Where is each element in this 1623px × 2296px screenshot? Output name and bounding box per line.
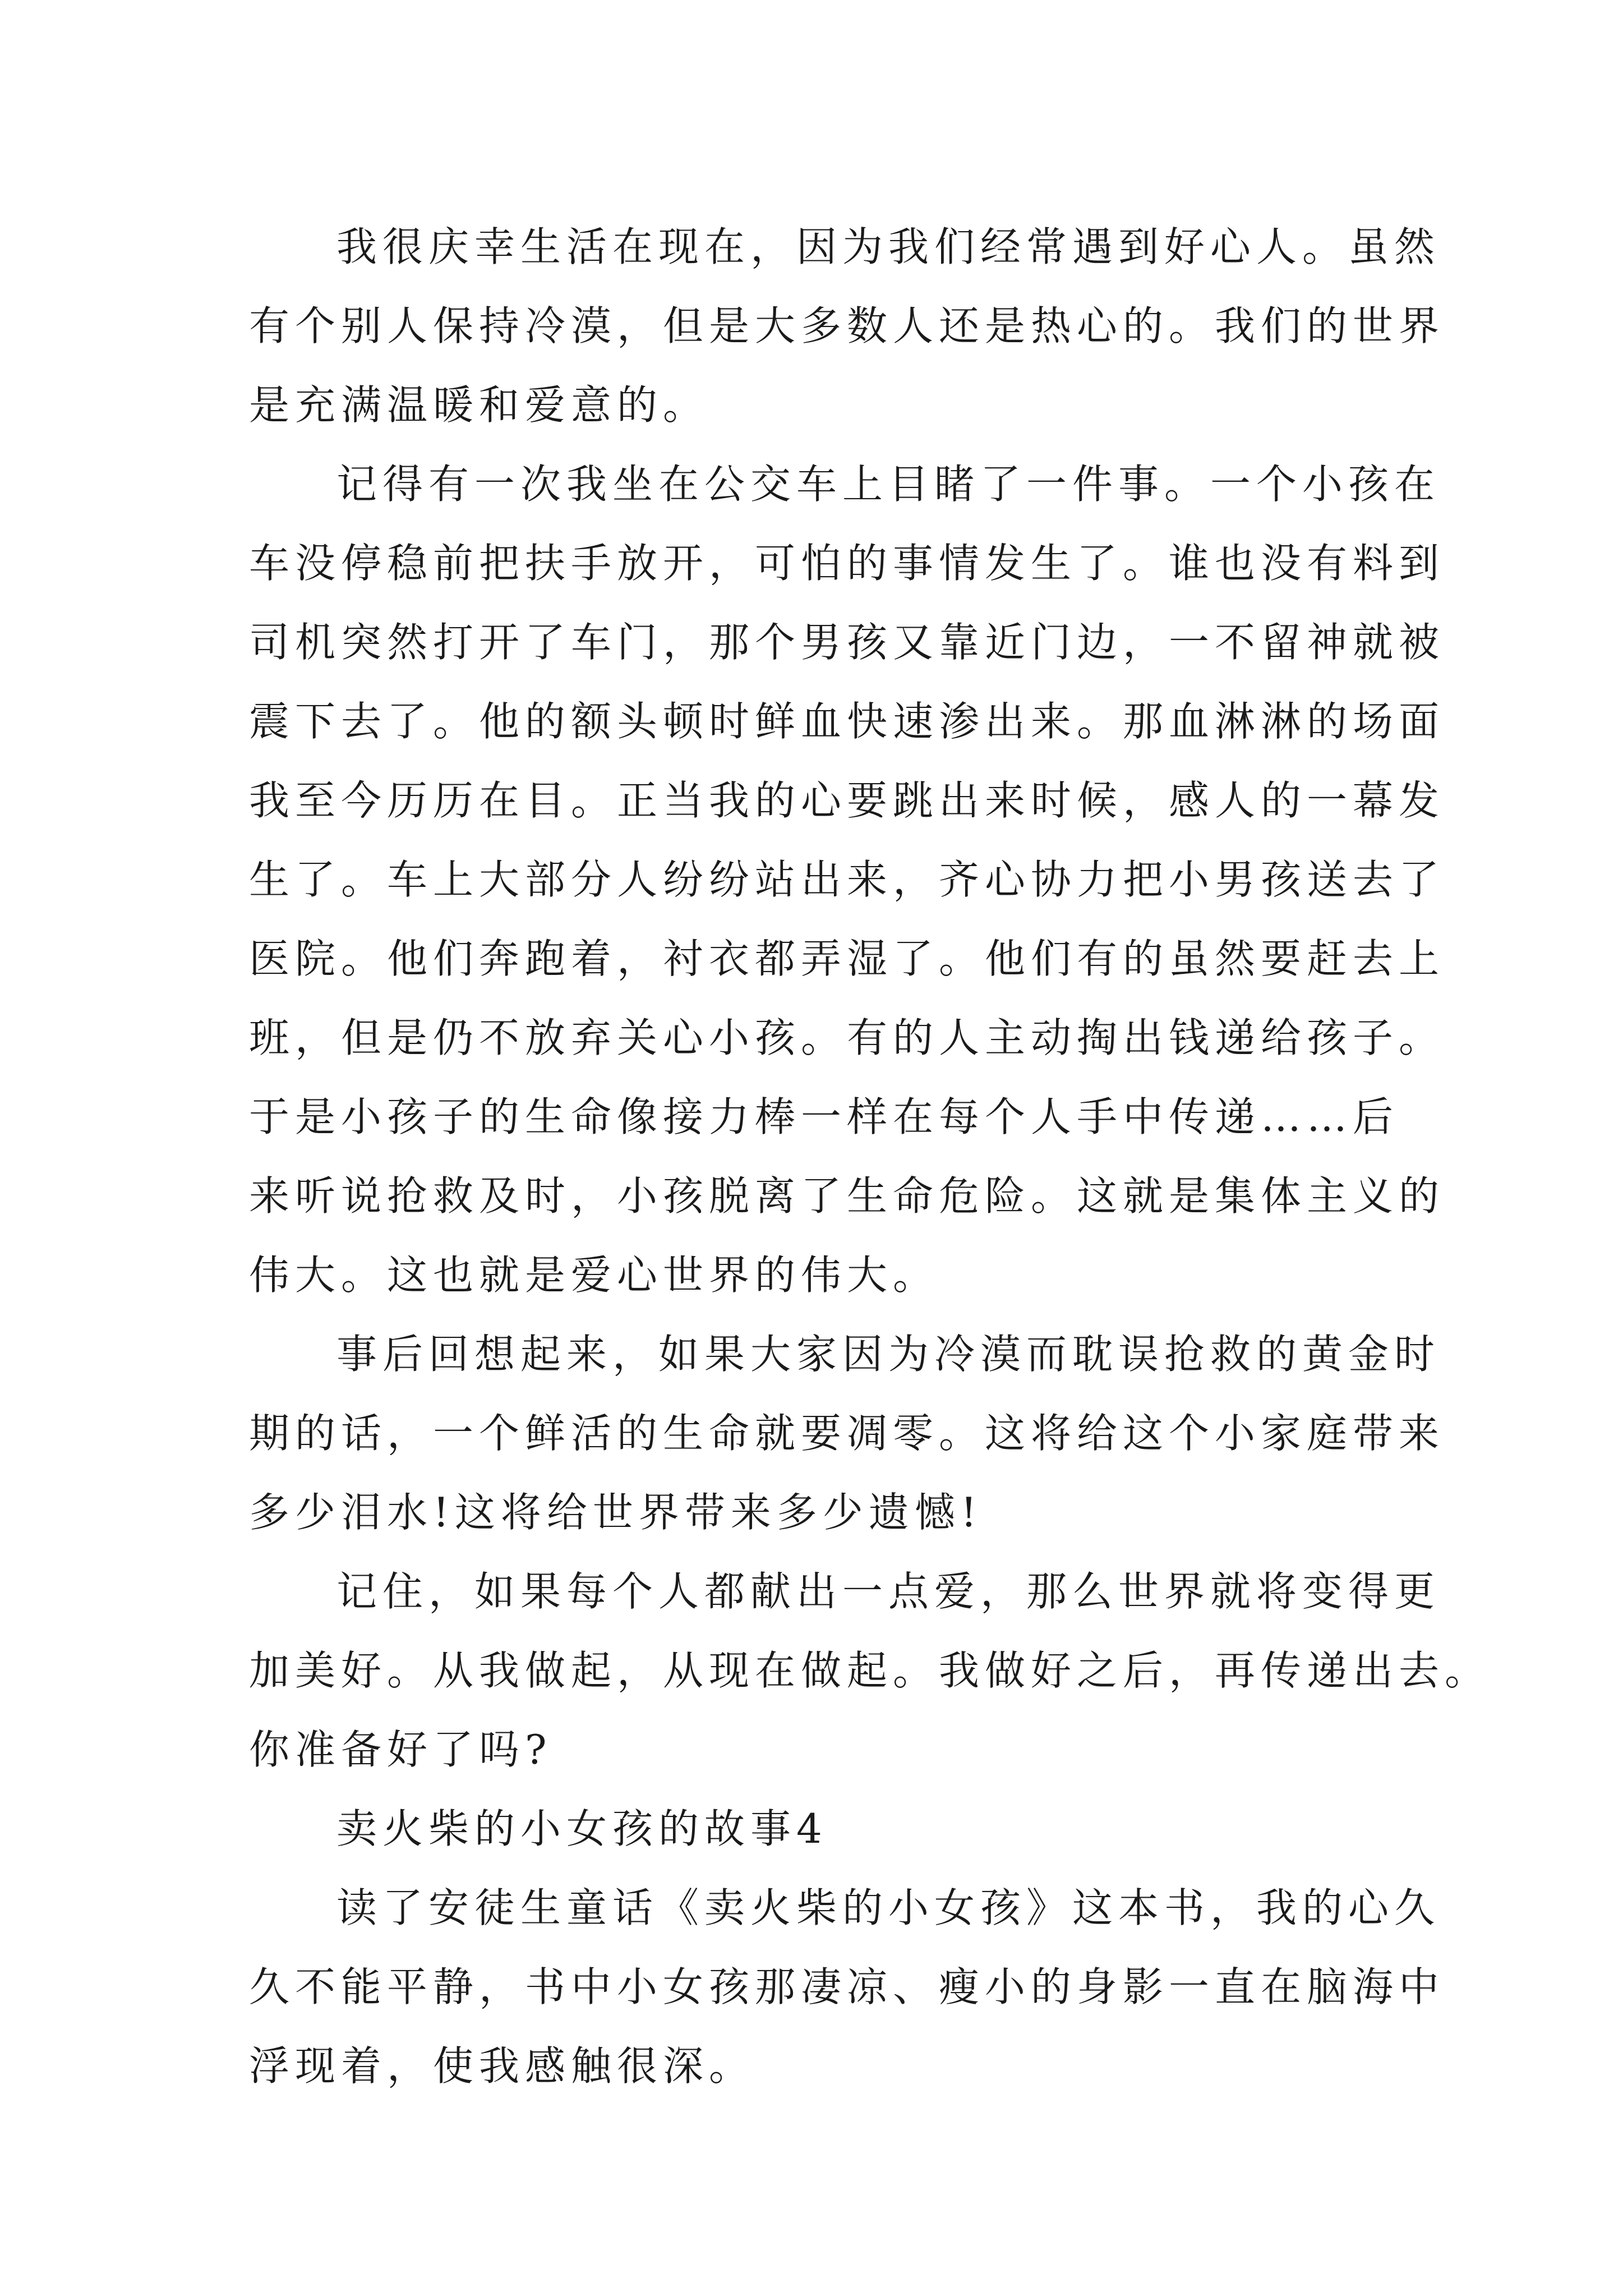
document-body	[249, 208, 1491, 2106]
paragraph-line: 我很庆幸生活在现在，因为我们经常遇到好心人。虽然	[336, 223, 1441, 270]
paragraph-line: 期的话，一个鲜活的生命就要凋零。这将给这个小家庭带来	[249, 1410, 1445, 1457]
paragraph-line: 于是小孩子的生命像接力棒一样在每个人手中传递……后	[249, 1093, 1399, 1140]
paragraph-line: 你准备好了吗?	[249, 1726, 552, 1773]
paragraph-line: 伟大。这也就是爱心世界的伟大。	[249, 1251, 939, 1299]
section-heading: 卖火柴的小女孩的故事4	[336, 1805, 828, 1852]
paragraph-line: 车没停稳前把扶手放开，可怕的事情发生了。谁也没有料到	[249, 540, 1445, 587]
paragraph-line: 医院。他们奔跑着，衬衣都弄湿了。他们有的虽然要赶去上	[249, 935, 1445, 982]
paragraph-line: 多少泪水!这将给世界带来多少遗憾!	[249, 1489, 983, 1536]
paragraph-line: 班，但是仍不放弃关心小孩。有的人主动掏出钱递给孩子。	[249, 1014, 1445, 1061]
paragraph-line: 事后回想起来，如果大家因为冷漠而耽误抢救的黄金时	[336, 1331, 1441, 1378]
paragraph-line: 震下去了。他的额头顿时鲜血快速渗出来。那血淋淋的场面	[249, 698, 1445, 745]
paragraph-line: 来听说抢救及时，小孩脱离了生命危险。这就是集体主义的	[249, 1172, 1445, 1220]
paragraph-line: 记住，如果每个人都献出一点爱，那么世界就将变得更	[336, 1568, 1441, 1615]
paragraph-line: 久不能平静，书中小女孩那凄凉、瘦小的身影一直在脑海中	[249, 1963, 1445, 2010]
paragraph-line: 读了安徒生童话《卖火柴的小女孩》这本书，我的心久	[336, 1884, 1441, 1931]
paragraph-line: 加美好。从我做起，从现在做起。我做好之后，再传递出去。	[249, 1647, 1491, 1694]
paragraph-line: 生了。车上大部分人纷纷站出来，齐心协力把小男孩送去了	[249, 856, 1445, 903]
paragraph-line: 记得有一次我坐在公交车上目睹了一件事。一个小孩在	[336, 461, 1441, 508]
paragraph-line: 有个别人保持冷漠，但是大多数人还是热心的。我们的世界	[249, 302, 1445, 349]
paragraph-line: 是充满温暖和爱意的。	[249, 381, 709, 429]
paragraph-line: 司机突然打开了车门，那个男孩又靠近门边，一不留神就被	[249, 619, 1445, 666]
paragraph-line: 浮现着，使我感触很深。	[249, 2042, 755, 2090]
paragraph-line: 我至今历历在目。正当我的心要跳出来时候，感人的一幕发	[249, 777, 1445, 824]
